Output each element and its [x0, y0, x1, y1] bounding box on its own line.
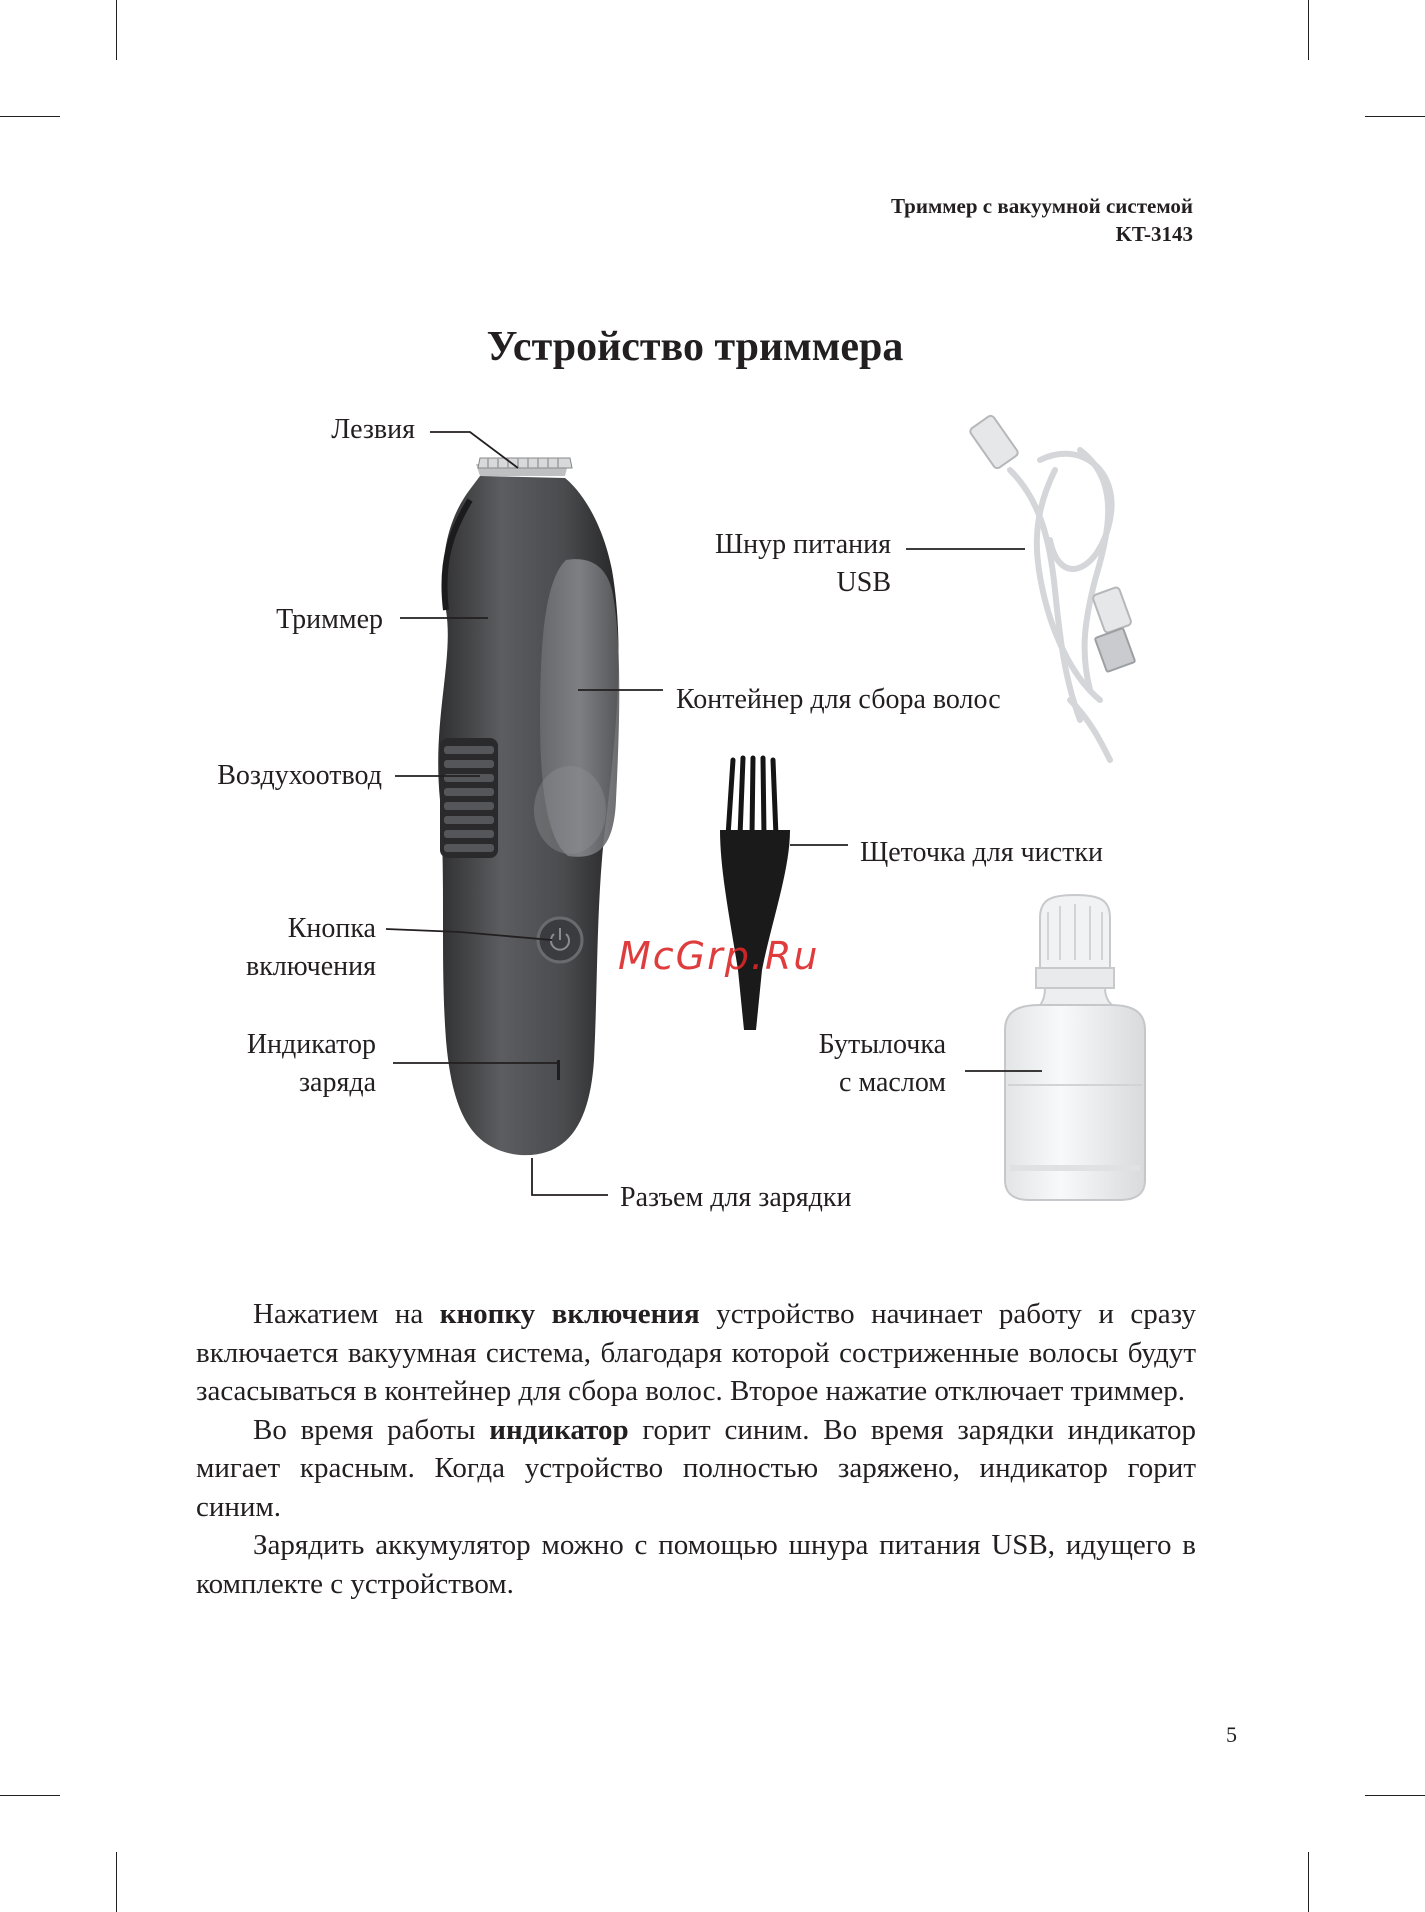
- cleaning-brush-image: [720, 758, 790, 1030]
- body-text: [196, 1295, 1196, 1603]
- label-power-button: [246, 910, 376, 986]
- label-trimmer: Триммер: [276, 604, 383, 635]
- label-hair-container: Контейнер для сбора волос: [676, 684, 1001, 715]
- trimmer-image: [438, 458, 619, 1155]
- header-model-number: KT-3143: [1115, 222, 1193, 246]
- page-number: 5: [1226, 1722, 1237, 1747]
- label-charge-indicator-line2: заряда: [298, 1067, 376, 1098]
- paragraph-charging: Зарядить аккумулятор можно с помощью шнура питания USB, идущего в комплекте с устройством.: [196, 1529, 1196, 1600]
- label-usb-cable-line2: USB: [836, 567, 891, 598]
- label-oil-bottle-line1: Бутылочка: [818, 1029, 946, 1060]
- watermark: McGrp.Ru: [618, 934, 820, 978]
- label-oil-bottle-line2: с маслом: [839, 1067, 946, 1098]
- label-blades: Лезвия: [331, 414, 415, 445]
- oil-bottle-image: [1005, 895, 1145, 1200]
- label-power-button-line1: Кнопка: [287, 913, 376, 944]
- label-air-outlet: Воздухоотвод: [217, 760, 382, 791]
- label-charging-port: Разъем для зарядки: [620, 1182, 852, 1213]
- label-cleaning-brush: Щеточка для чистки: [860, 837, 1103, 868]
- paragraph-power-button: Нажатием на кнопку включения устройство начинает работу и сразу включается вакуумная система, благодаря которой состриженные волосы будут засасываться в контейнер для сбора волос. Второе нажатие отключает триммер.: [196, 1298, 1196, 1407]
- label-charge-indicator: [247, 1026, 376, 1102]
- page-title: Устройство триммера: [486, 324, 904, 370]
- label-charge-indicator-line1: Индикатор: [246, 1029, 376, 1060]
- leader-line-charging-port: [532, 1158, 608, 1195]
- header-product-name: Триммер с вакуумной системой: [890, 194, 1193, 218]
- label-usb-cable-line1: Шнур питания: [714, 529, 891, 560]
- label-oil-bottle: [819, 1026, 946, 1102]
- label-power-button-line2: включения: [245, 951, 376, 982]
- paragraph-indicator: Во время работы индикатор горит синим. Во время зарядки индикатор мигает красным. Когда устройство полностью заряжено, индикатор горит синим.: [196, 1413, 1196, 1523]
- label-usb-cable: [715, 526, 891, 602]
